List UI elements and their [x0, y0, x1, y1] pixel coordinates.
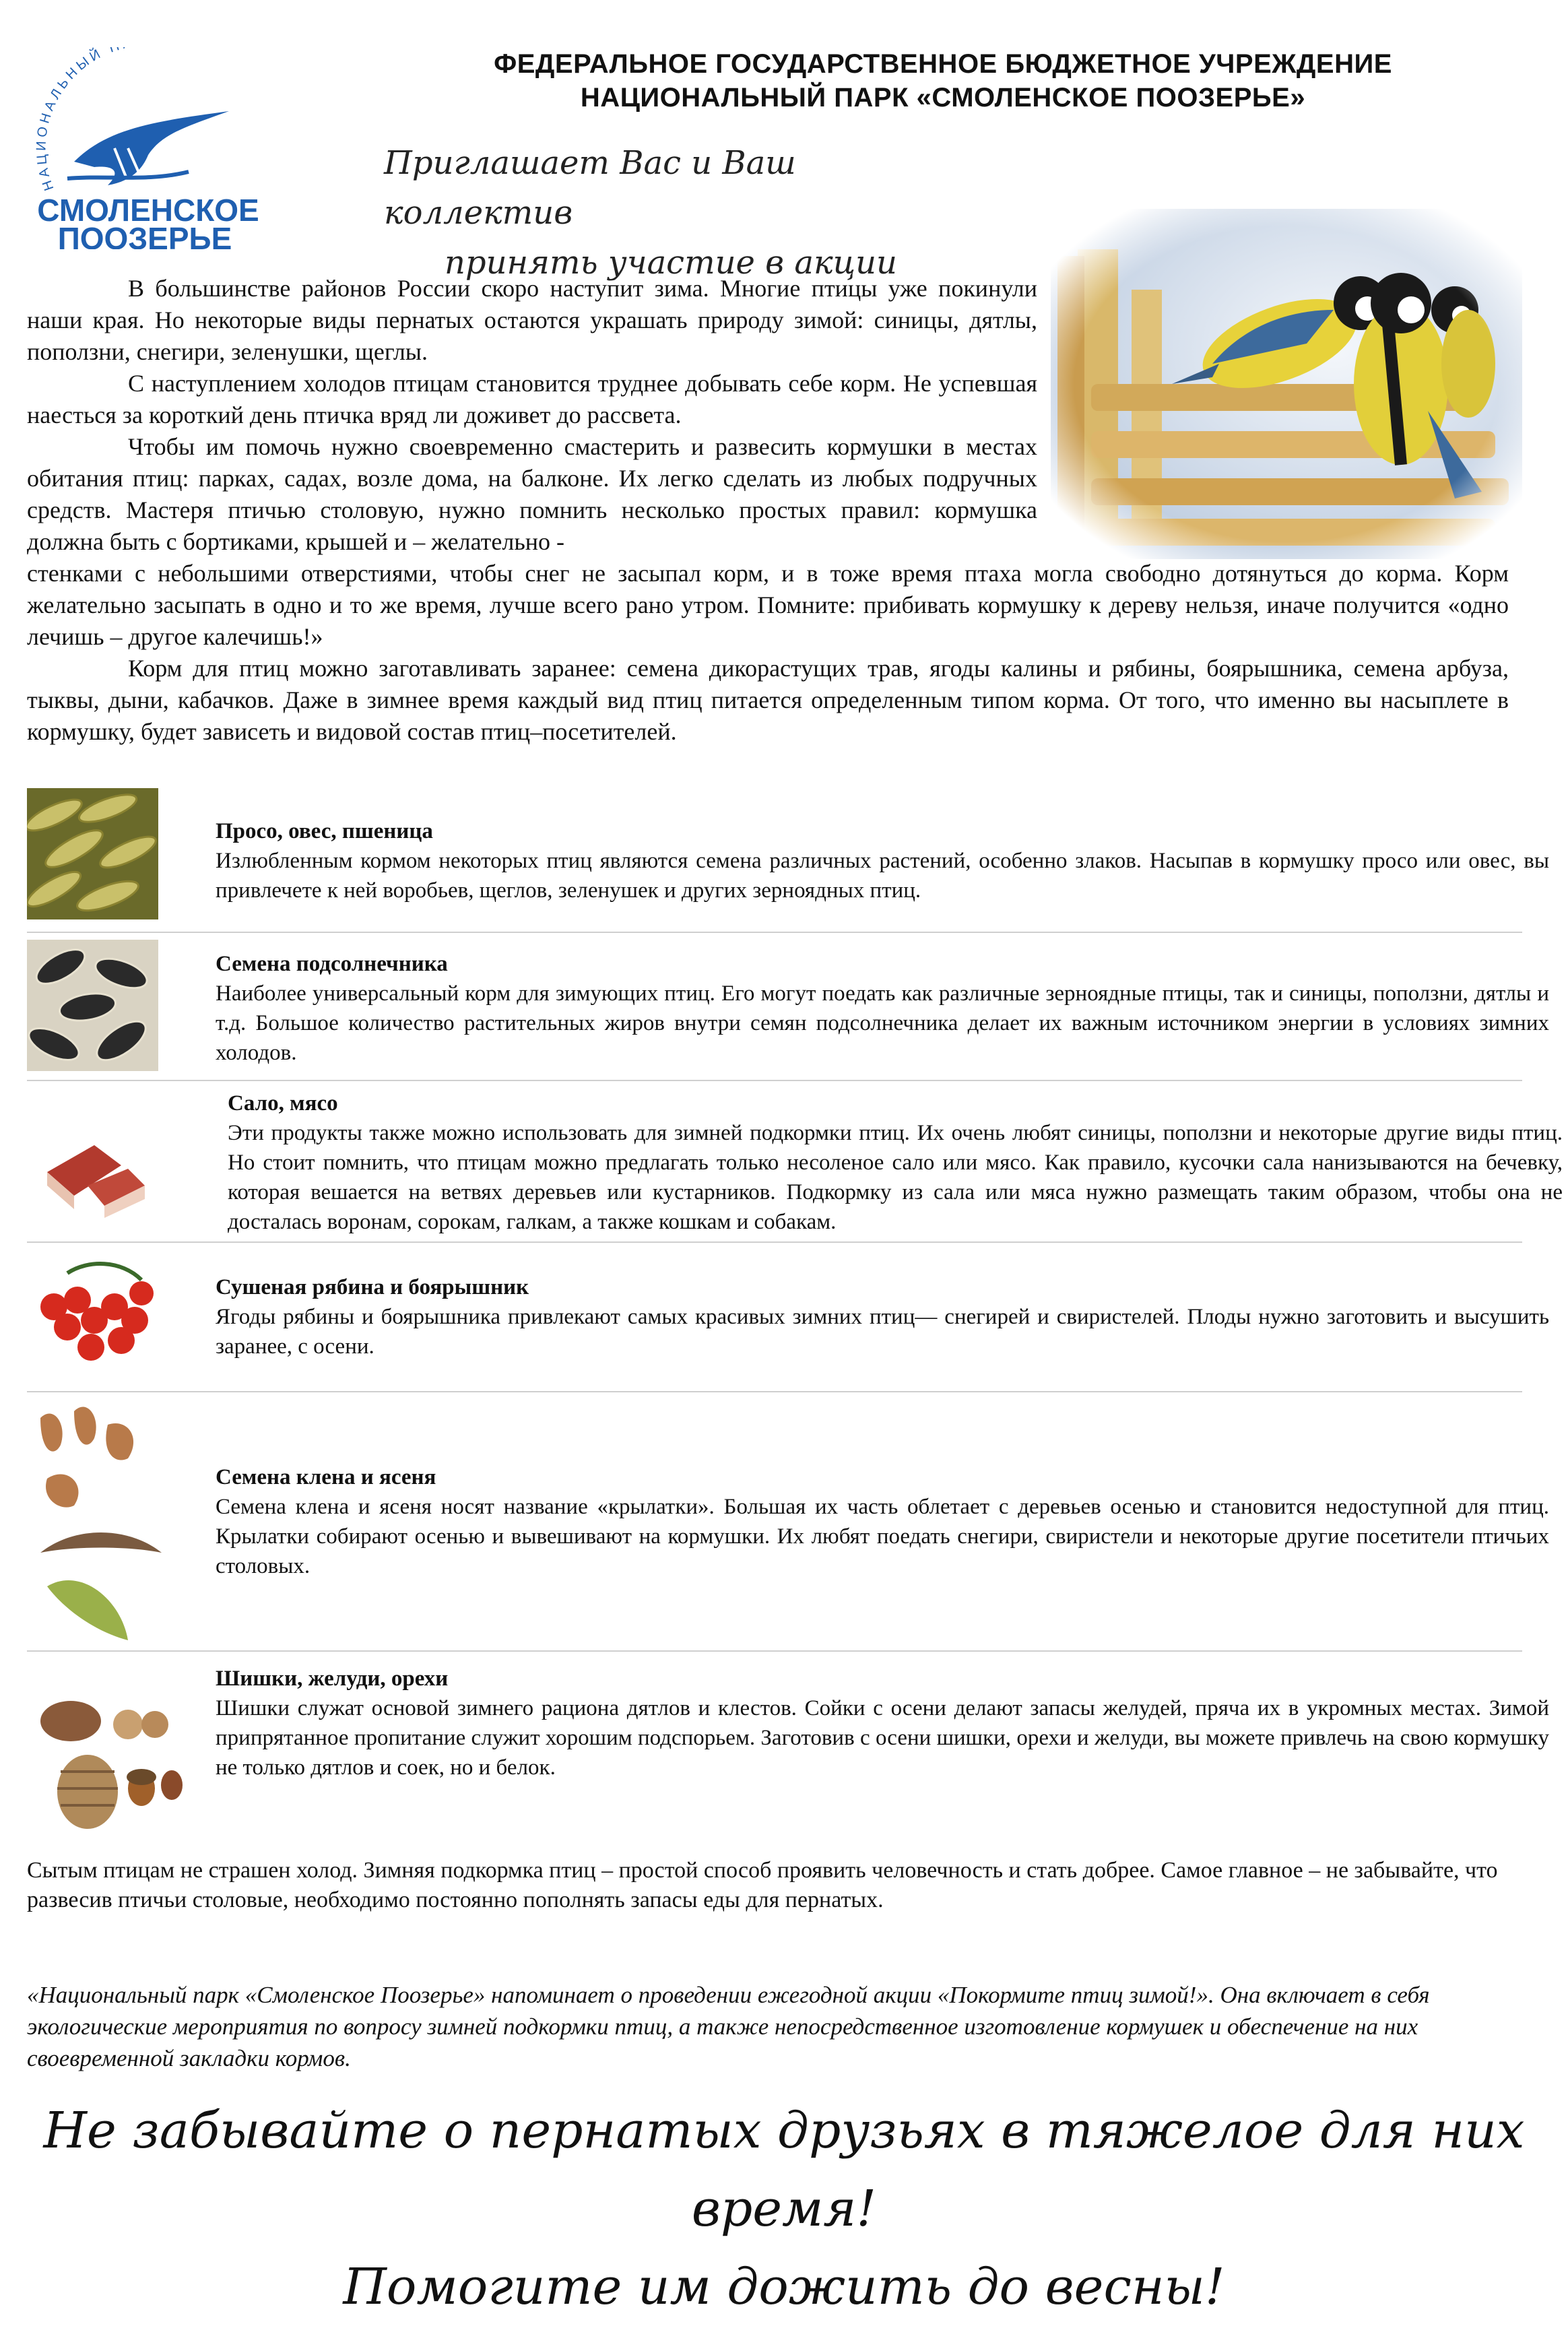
park-logo	[27, 47, 269, 249]
maple-ash-seeds-image	[27, 1398, 168, 1647]
invitation-line-1: Приглашает Вас и Ваш коллектив	[384, 144, 796, 232]
feed-item-lard-meat	[27, 1085, 1563, 1239]
grain-image	[27, 788, 158, 919]
feed-description: Излюбленным кормом некоторых птиц являются семена различных растений, особенно злаков. Насыпав в кормушку просо или овес, вы привлечете к ней воробьев, щеглов, зеленушек и других зерноядных птиц.	[216, 849, 1549, 903]
slogan-line-1: Не забывайте о пернатых друзьях в тяжелое для них время!	[43, 2102, 1525, 2238]
slogan-line-2: Помогите им дожить до весны!	[343, 2258, 1225, 2316]
campaign-notice: «Национальный парк «Смоленское Поозерье» напоминает о проведении ежегодной акции «Покормите птиц зимой!». Она включает в себя экологические мероприятия по вопросу зимней подкормки птиц, а также непосредственное изготовление кормушек и обеспечение на них своевременной закладки кормов.	[27, 1982, 1430, 2071]
organization-name	[404, 47, 1482, 115]
feed-title: Сушеная рябина и боярышник	[216, 1275, 529, 1299]
sunflower-seeds-image	[27, 940, 158, 1071]
park-logo-graphic	[27, 47, 269, 249]
intro-text	[27, 273, 1509, 748]
feed-item-grain	[27, 788, 1549, 923]
divider	[27, 1241, 1522, 1243]
feed-description: Семена клена и ясеня носят название «крылатки». Большая их часть облетает с деревьев осенью и становится недоступной для птиц. Крылатки собирают осенью и вывешивают на кормушки. Их любят поедать снегири, свиристели и некоторые другие посетители птичьих столовых.	[216, 1495, 1549, 1578]
intro-paragraph-2: С наступлением холодов птицам становится труднее добывать себе корм. Не успевшая наесться за короткий день птичка вряд ли доживет до рассвета.	[27, 370, 1037, 428]
divider	[27, 1080, 1522, 1081]
feed-description: Наиболее универсальный корм для зимующих птиц. Его могут поедать как различные зерноядные птицы, так и синицы, поползни, дятлы и т.д. Большое количество растительных жиров внутри семян подсолнечника делает их важным источником энергии в условиях зимних холодов.	[216, 981, 1549, 1065]
divider	[27, 932, 1522, 933]
feed-title: Сало, мясо	[228, 1091, 338, 1116]
feed-item-sunflower	[27, 940, 1549, 1074]
feed-item-maple-ash	[27, 1398, 1549, 1647]
feed-description: Ягоды рябины и боярышника привлекают самых красивых зимних птиц— снегирей и свиристелей. Плоды нужно заготовить и высушить заранее, с осени.	[216, 1305, 1549, 1359]
invitation-line-2: принять участие в акции	[445, 244, 897, 282]
intro-paragraph-3a: Чтобы им помочь нужно своевременно смастерить и развесить кормушки в местах обитания птиц: парках, садах, возле дома, на балконе. Их легко сделать из любых подручных средств. Мастеря птичью столовую, нужно помнить несколько простых правил: кормушка должна быть с бортиками, крышей и – желательно -	[27, 433, 1037, 555]
meat-image	[27, 1098, 162, 1233]
feed-title: Шишки, желуди, орехи	[216, 1667, 449, 1691]
invitation	[384, 138, 990, 288]
intro-paragraph-4: Корм для птиц можно заготавливать заранее: семена дикорастущих трав, ягоды калины и рябины, боярышника, семена арбуза, тыквы, дыни, кабачков. Даже в зимнее время каждый вид птиц питается определенным типом корма. От того, что именно вы насыплете в кормушку, будет зависеть и видовой состав птиц–посетителей.	[27, 655, 1509, 745]
rowan-berries-image	[27, 1253, 162, 1374]
divider	[27, 1650, 1522, 1652]
cones-acorns-nuts-image	[27, 1657, 189, 1832]
svg-text:НАЦИОНАЛЬНЫЙ ПАРК	[34, 47, 159, 193]
org-line-2: НАЦИОНАЛЬНЫЙ ПАРК «СМОЛЕНСКОЕ ПООЗЕРЬЕ»	[580, 83, 1306, 112]
feed-title: Просо, овес, пшеница	[216, 819, 433, 843]
intro-paragraph-3b: стенками с небольшими отверстиями, чтобы снег не засыпал корм, и в тоже время птаха могла свободно дотянуться до корма. Корм желательно засыпать в одно и то же время, лучше всего рано утром. Помните: прибивать кормушку к дереву нельзя, иначе получится «одно лечишь – другое калечишь!»	[27, 560, 1509, 650]
closing-text: Сытым птицам не страшен холод. Зимняя подкормка птиц – простой способ проявить человечность и стать добрее. Самое главное – не забывайте, что развесив птичьи столовые, необходимо постоянно пополнять запасы еды для пернатых.	[27, 1858, 1498, 1912]
logo-title-line1: СМОЛЕНСКОЕ	[37, 193, 259, 228]
intro-paragraph-1: В большинстве районов России скоро наступит зима. Многие птицы уже покинули наши края. Но некоторые виды пернатых остаются украшать природу зимой: синицы, дятлы, поползни, снегири, зеленушки, щеглы.	[27, 275, 1037, 365]
logo-title-line2: ПООЗЕРЬЕ	[57, 221, 232, 249]
feed-item-rowan	[27, 1250, 1549, 1384]
logo-arc-text: НАЦИОНАЛЬНЫЙ	[34, 47, 106, 193]
org-line-1: ФЕДЕРАЛЬНОЕ ГОСУДАРСТВЕННОЕ БЮДЖЕТНОЕ УЧРЕЖДЕНИЕ	[494, 49, 1392, 79]
feed-title: Семена подсолнечника	[216, 952, 448, 976]
divider	[27, 1391, 1522, 1392]
feed-description: Шишки служат основой зимнего рациона дятлов и клестов. Сойки с осени делают запасы желудей, пряча их в укромных местах. Зимой припрятанное пропитание служит хорошим подспорьем. Заготовив с осени шишки, орехи и желуди, вы можете привлечь на свою кормушку не только дятлов и соек, но и белок.	[216, 1696, 1549, 1780]
feed-description: Эти продукты также можно использовать для зимней подкормки птиц. Их очень любят синицы, поползни и некоторые другие виды птиц. Но стоит помнить, что птицам можно предлагать только несоленое сало или мясо. Как правило, кусочки сала нанизываются на бечевку, которая вешается на ветвях деревьев или кустарников. Подкормку из сала или мяса нужно размещать таким образом, чтобы она не досталась воронам, сорокам, галкам, а также кошкам и собакам.	[228, 1121, 1563, 1234]
feed-item-cones-nuts	[27, 1657, 1549, 1832]
feed-title: Семена клена и ясеня	[216, 1465, 436, 1489]
slogan	[0, 2092, 1568, 2326]
